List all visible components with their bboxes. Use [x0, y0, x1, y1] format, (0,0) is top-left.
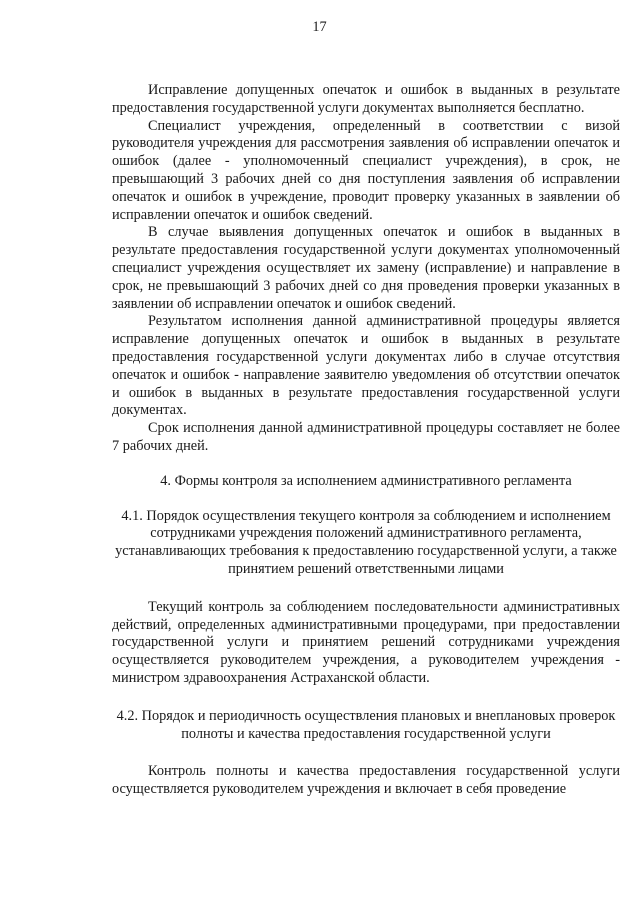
section-4-2-text: Контроль полноты и качества предоставления государственной услуги осуществляется руководителем учреждения и включает в себя проведение: [112, 763, 620, 798]
section-4-1-heading: 4.1. Порядок осуществления текущего контроля за соблюдением и исполнением сотрудниками учреждения положений административного регламента, устанавливающих требования к предоставлению государственной услуги, а также принятием решений ответственными лицами: [115, 507, 617, 577]
paragraph-result: Результатом исполнения данной административной процедуры является исправление допущенных опечаток и ошибок в выданных в результате предоставления государственной услуги документах либо в случае отсутствия опечаток и ошибок - направление заявителю уведомления об отсутствии опечаток и ошибок в выданных в результате предоставления государственной услуги документах.: [112, 313, 620, 419]
paragraph-replacement: В случае выявления допущенных опечаток и ошибок в выданных в результате предоставления государственной услуги документах уполномоченный специалист учреждения осуществляет их замену (исправление) и направление в срок, не превышающий 3 рабочих дней со дня проведения проверки указанных в заявлении об исправлении опечаток и ошибок сведений.: [112, 224, 620, 312]
spacer: [112, 456, 620, 473]
spacer: [112, 743, 620, 763]
document-body: [112, 82, 620, 799]
paragraph-deadline: Срок исполнения данной административной процедуры составляет не более 7 рабочих дней.: [112, 420, 620, 454]
section-4-1-text: Текущий контроль за соблюдением последовательности административных действий, определенных административными процедурами, при предоставлении государственной услуги и принятием решений сотрудниками учреждения осуществляется руководителем учреждения, а руководителем учреждения - министром здравоохранения Астраханской области.: [112, 598, 620, 686]
section-4-heading: 4. Формы контроля за исполнением административного регламента: [160, 472, 572, 489]
paragraph-specialist-check: Специалист учреждения, определенный в соответствии с визой руководителя учреждения для рассмотрения заявления об исправлении опечаток и ошибок (далее - уполномоченный специалист учреждения), в срок, не превышающий 3 рабочих дней со дня поступления заявления об исправлении опечаток и ошибок в учреждение, проводит проверку указанных в заявлении об исправлении опечаток и ошибок сведений.: [112, 117, 620, 223]
section-4-2-heading: 4.2. Порядок и периодичность осуществления плановых и внеплановых проверок полноты и качества предоставления государственной услуги: [116, 707, 616, 742]
spacer: [112, 688, 620, 708]
spacer: [112, 491, 620, 508]
page-number: 17: [312, 19, 327, 35]
paragraph-free-correction: Исправление допущенных опечаток и ошибок в выданных в результате предоставления государственной услуги документах выполняется бесплатно.: [112, 82, 620, 116]
spacer: [112, 579, 620, 599]
